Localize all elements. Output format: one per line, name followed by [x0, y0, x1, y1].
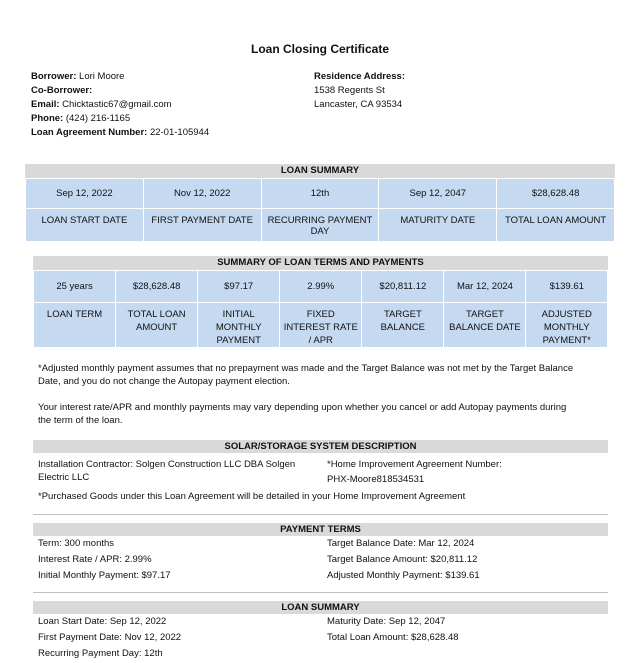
first-payment-date-label: FIRST PAYMENT DATE: [143, 209, 261, 242]
terms-total-amount-value: $28,628.48: [116, 271, 198, 303]
terms-table: [33, 270, 608, 348]
installation-contractor: Installation Contractor: Solgen Construction LLC DBA Solgen Electric LLC: [38, 459, 296, 483]
total-loan-amount-value: $28,628.48: [497, 179, 615, 209]
agreement-value: 22-01-105944: [149, 127, 210, 138]
loan-summary-header: LOAN SUMMARY: [25, 164, 615, 178]
terms-total-amount-label: TOTAL LOAN AMOUNT: [116, 303, 198, 348]
email-row: [31, 98, 209, 112]
recurring-payment-day: Recurring Payment Day: 12th: [38, 648, 163, 659]
solar-header: SOLAR/STORAGE SYSTEM DESCRIPTION: [33, 440, 608, 453]
target-balance-date: Target Balance Date: Mar 12, 2024: [327, 538, 475, 549]
adjusted-payment-note: *Adjusted monthly payment assumes that no prepayment was made and the Target Balance was not met by the Target Balance Date, and you do not change the Autopay payment election.: [38, 363, 574, 387]
first-payment-date: First Payment Date: Nov 12, 2022: [38, 632, 182, 643]
adjusted-monthly-payment: Adjusted Monthly Payment: $139.61: [327, 570, 480, 581]
loan-term-value: 25 years: [34, 271, 116, 303]
email-label: Email:: [31, 99, 60, 110]
agreement-row: [31, 126, 209, 140]
agreement-label: Loan Agreement Number:: [31, 127, 148, 138]
interest-rate-label: FIXED INTEREST RATE / APR: [280, 303, 362, 348]
hia-value: PHX-Moore818534531: [327, 474, 425, 485]
loan-start-date: Loan Start Date: Sep 12, 2022: [38, 616, 167, 627]
borrower-row: [31, 70, 209, 84]
loan-term-label: LOAN TERM: [34, 303, 116, 348]
phone-row: [31, 112, 209, 126]
email-value: Chicktastic67@gmail.com: [62, 99, 172, 110]
loan-summary-2-left: [38, 615, 181, 663]
target-balance-value: $20,811.12: [362, 271, 444, 303]
phone-label: Phone:: [31, 113, 64, 124]
recurring-payment-day-value: 12th: [261, 179, 379, 209]
interest-rate-value: 2.99%: [280, 271, 362, 303]
payment-terms-header: PAYMENT TERMS: [33, 523, 608, 536]
residence-info: [314, 70, 405, 112]
term-months: Term: 300 months: [38, 538, 115, 549]
initial-monthly-payment: Initial Monthly Payment: $97.17: [38, 570, 171, 581]
target-balance-date-label: TARGET BALANCE DATE: [444, 303, 526, 348]
rate-variation-note: Your interest rate/APR and monthly payments may vary depending upon whether you cancel or add Autopay payments during the term of the loan.: [38, 402, 567, 426]
maturity-date: Maturity Date: Sep 12, 2047: [327, 616, 446, 627]
adjusted-monthly-payment-label: ADJUSTED MONTHLY PAYMENT*: [526, 303, 608, 348]
total-loan-amount-label: TOTAL LOAN AMOUNT: [497, 209, 615, 242]
first-payment-date-value: Nov 12, 2022: [143, 179, 261, 209]
interest-rate-apr: Interest Rate / APR: 2.99%: [38, 554, 152, 565]
adjusted-monthly-payment-value: $139.61: [526, 271, 608, 303]
initial-monthly-payment-label: INITIAL MONTHLY PAYMENT: [198, 303, 280, 348]
target-balance-amount: Target Balance Amount: $20,811.12: [327, 554, 478, 565]
loan-summary-table: [25, 178, 615, 242]
loan-start-date-label: LOAN START DATE: [26, 209, 144, 242]
maturity-date-label: MATURITY DATE: [379, 209, 497, 242]
initial-monthly-payment-value: $97.17: [198, 271, 280, 303]
hia-label: *Home Improvement Agreement Number:: [327, 459, 502, 470]
page-title: Loan Closing Certificate: [250, 42, 390, 56]
terms-header: SUMMARY OF LOAN TERMS AND PAYMENTS: [33, 256, 608, 270]
residence-line2: Lancaster, CA 93534: [314, 99, 403, 110]
recurring-payment-day-label: RECURRING PAYMENT DAY: [261, 209, 379, 242]
borrower-value: Lori Moore: [79, 71, 125, 82]
purchased-goods-note: *Purchased Goods under this Loan Agreement will be detailed in your Home Improvement Agreement: [38, 491, 466, 502]
payment-terms-right: [327, 537, 480, 585]
residence-line1: 1538 Regents St: [314, 85, 385, 96]
total-loan-amount: Total Loan Amount: $28,628.48: [327, 632, 459, 643]
target-balance-date-value: Mar 12, 2024: [444, 271, 526, 303]
loan-start-date-value: Sep 12, 2022: [26, 179, 144, 209]
coborrower-label: Co-Borrower:: [31, 85, 93, 96]
borrower-info: [31, 70, 209, 140]
borrower-label: Borrower:: [31, 71, 77, 82]
payment-terms-left: [38, 537, 171, 585]
loan-summary-2-right: [327, 615, 459, 647]
maturity-date-value: Sep 12, 2047: [379, 179, 497, 209]
target-balance-label: TARGET BALANCE: [362, 303, 444, 348]
phone-value: (424) 216-1165: [65, 113, 131, 124]
loan-summary-2-header: LOAN SUMMARY: [33, 601, 608, 614]
residence-label: Residence Address:: [314, 71, 405, 82]
coborrower-row: [31, 84, 209, 98]
